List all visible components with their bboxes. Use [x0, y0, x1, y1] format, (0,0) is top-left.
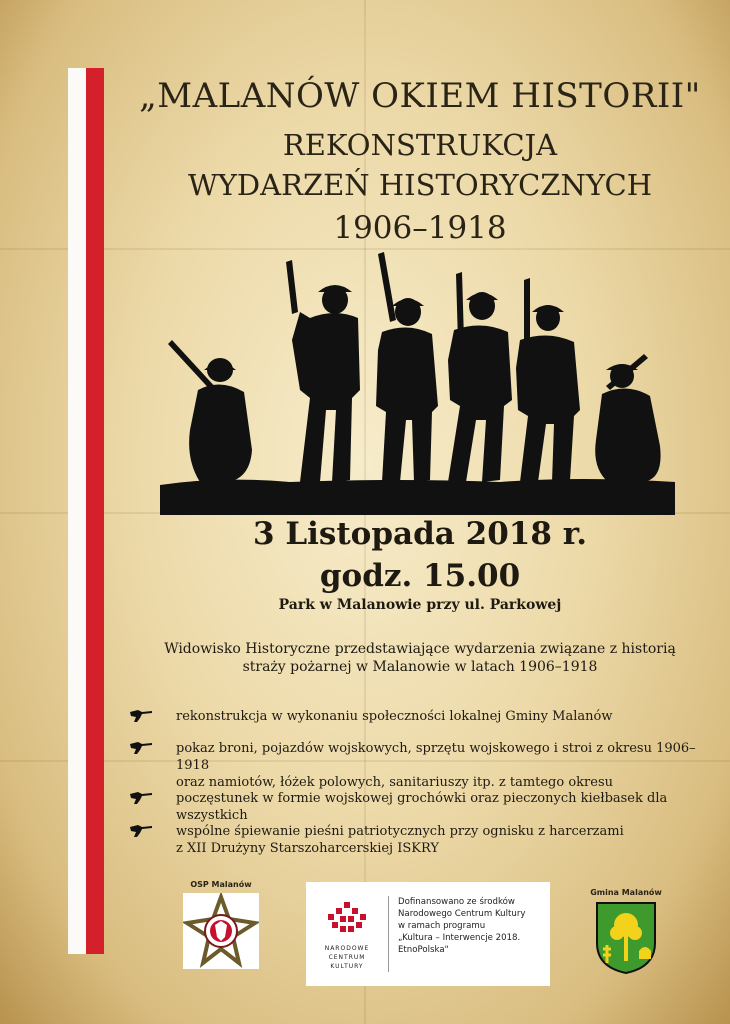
- event-date: 3 Listopada 2018 r.: [252, 516, 588, 552]
- osp-logo: [180, 880, 262, 973]
- list-item: [128, 790, 728, 824]
- coat-of-arms-icon: [595, 901, 657, 975]
- description-line: Widowisko Historyczne przedstawiające wydarzenia związane z historią: [164, 641, 676, 657]
- funding-line: w ramach programu: [398, 921, 486, 931]
- list-item: [128, 823, 624, 857]
- soldier-bullet-icon: [128, 823, 154, 839]
- nck-name: [314, 944, 380, 971]
- list-item-text: poczęstunek w formie wojskowej grochówki oraz pieczonych kiełbasek dla wszystkich: [176, 791, 668, 823]
- divider: [388, 896, 389, 972]
- soldiers-silhouette: [160, 250, 675, 515]
- nck-name-line: KULTURY: [330, 963, 364, 970]
- years: 1906–1918: [333, 210, 507, 246]
- funding-line: Dofinansowano ze środków: [398, 897, 515, 907]
- gmina-logo: [588, 888, 664, 979]
- event-time: godz. 15.00: [319, 558, 521, 594]
- list-item-text: rekonstrukcja w wykonaniu społeczności lokalnej Gminy Malanów: [176, 709, 613, 724]
- flag-white-stripe: [68, 68, 86, 954]
- soldier-bullet-icon: [128, 740, 154, 756]
- nck-logo-icon: [328, 900, 368, 936]
- nck-name-line: CENTRUM: [328, 954, 366, 961]
- fire-brigade-emblem-icon: [183, 893, 259, 969]
- gmina-label: Gmina Malanów: [590, 888, 662, 897]
- list-item: [128, 708, 612, 725]
- funding-line: EtnoPolska": [398, 945, 449, 955]
- description-line: straży pożarnej w Malanowie w latach 1906–1918: [242, 659, 598, 675]
- soldier-bullet-icon: [128, 790, 154, 806]
- nck-sponsor-box: [306, 882, 550, 986]
- list-item-text: pokaz broni, pojazdów wojskowych, sprzętu wojskowego i stroi z okresu 1906–1918: [176, 741, 696, 773]
- funding-line: Narodowego Centrum Kultury: [398, 909, 526, 919]
- event-place: Park w Malanowie przy ul. Parkowej: [278, 597, 562, 613]
- subtitle-line-1: REKONSTRUKCJA: [282, 128, 558, 162]
- list-item: [128, 740, 728, 791]
- list-item-text: oraz namiotów, łóżek polowych, sanitariuszy itp. z tamtego okresu: [176, 775, 613, 790]
- subtitle-line-2: WYDARZEŃ HISTORYCZNYCH: [187, 168, 653, 202]
- flag-red-stripe: [86, 68, 104, 954]
- event-description: [140, 640, 700, 676]
- soldier-bullet-icon: [128, 708, 154, 724]
- funding-line: „Kultura – Interwencje 2018.: [398, 933, 521, 943]
- funding-note: [398, 896, 546, 956]
- poster-title: „MALANÓW OKIEM HISTORII": [139, 76, 701, 116]
- list-item-text: wspólne śpiewanie pieśni patriotycznych przy ognisku z harcerzami: [176, 824, 624, 839]
- list-item-text: z XII Drużyny Starszoharcerskiej ISKRY: [176, 841, 439, 856]
- osp-label: OSP Malanów: [190, 880, 252, 889]
- nck-name-line: NARODOWE: [324, 945, 370, 952]
